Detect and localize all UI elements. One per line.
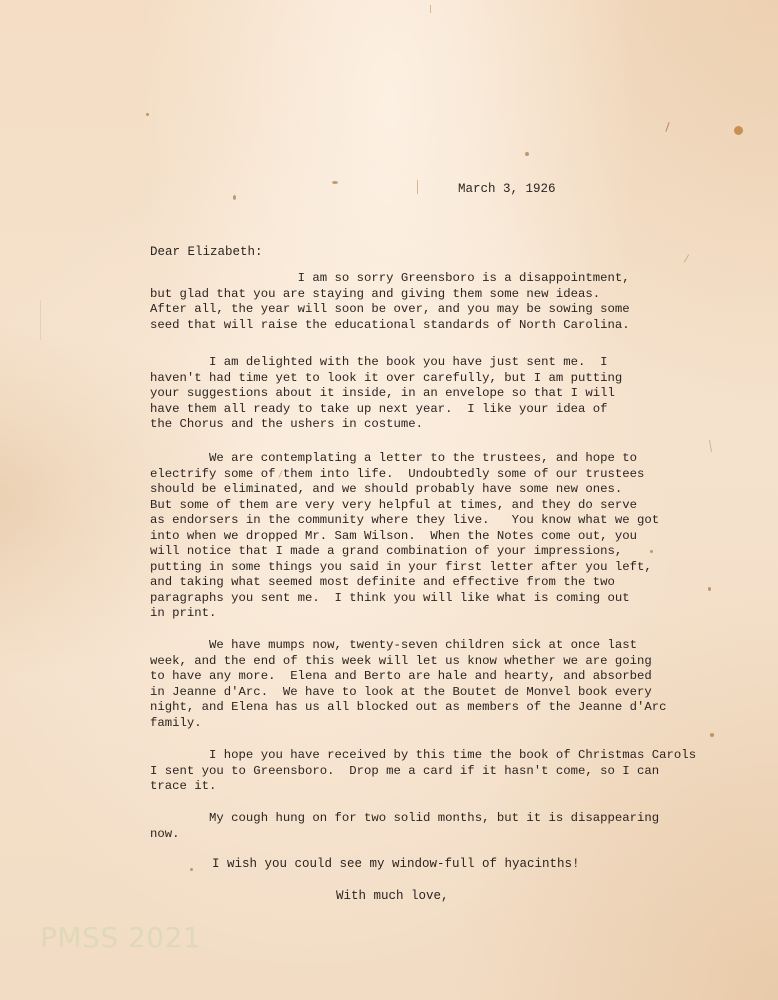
paragraph-line: We are contemplating a letter to the trustees, and hope to [150, 451, 638, 465]
paragraph-line: your suggestions about it inside, in an envelope so that I will [150, 386, 615, 400]
paper-fiber [684, 254, 689, 262]
paper-stain [710, 733, 714, 737]
paragraph-line: now. [150, 826, 180, 841]
paper-stain [734, 126, 743, 135]
paper-stain [525, 152, 529, 156]
paragraph-line: in print. [150, 606, 217, 620]
paragraph-line: should be eliminated, and we should probably have some new ones. [150, 482, 623, 496]
salutation: Dear Elizabeth: [150, 245, 263, 259]
paragraph-line: putting in some things you said in your first letter after you left, [150, 559, 652, 574]
paragraph-line: After all, the year will soon be over, and you may be sowing some [150, 302, 630, 316]
paragraph-line: and taking what seemed most definite and effective from the two [150, 575, 615, 589]
paragraph-line: paragraphs you sent me. I think you will like what is coming out [150, 590, 630, 605]
paragraph-line: electrify some of them into life. Undoubtedly some of our trustees [150, 466, 645, 481]
paragraph-line: I am delighted with the book you have just sent me. I [150, 355, 608, 369]
paragraph-line: have them all ready to take up next year. I like your idea of [150, 401, 608, 416]
paragraph-1 [150, 271, 730, 333]
paper-stain [233, 195, 236, 200]
paragraph-line: My cough hung on for two solid months, but it is disappearing [150, 811, 660, 825]
paragraph-line: but glad that you are staying and giving them some new ideas. [150, 286, 601, 301]
paper-stain [332, 181, 338, 184]
closing-line: With much love, [336, 889, 449, 903]
paper-fiber [417, 180, 418, 194]
paragraph-line: to have any more. Elena and Berto are hale and hearty, and absorbed [150, 669, 652, 683]
paper-fiber [665, 122, 669, 132]
paper-stain [190, 868, 193, 871]
paragraph-6 [150, 811, 730, 842]
paragraph-line: But some of them are very very helpful at times, and they do serve [150, 497, 638, 512]
paragraph-line: I am so sorry Greensboro is a disappointment, [150, 271, 630, 285]
watermark: PMSS 2021 [40, 921, 202, 954]
paragraph-line: in Jeanne d'Arc. We have to look at the Boutet de Monvel book every [150, 684, 652, 699]
paragraph-line: seed that will raise the educational standards of North Carolina. [150, 317, 630, 332]
letter-date: March 3, 1926 [458, 182, 556, 196]
paragraph-line: the Chorus and the ushers in costume. [150, 417, 424, 431]
paragraph-5 [150, 748, 730, 795]
paragraph-line: I hope you have received by this time the book of Christmas Carols [150, 748, 697, 762]
paper-fiber [40, 300, 41, 340]
paragraph-line: will notice that I made a grand combination of your impressions, [150, 544, 623, 558]
paragraph-line: trace it. [150, 779, 217, 793]
paragraph-line: as endorsers in the community where they live. You know what we got [150, 513, 660, 527]
paper-fiber [430, 5, 431, 13]
paragraph-line: haven't had time yet to look it over carefully, but I am putting [150, 370, 623, 385]
paragraph-line: into when we dropped Mr. Sam Wilson. When the Notes come out, you [150, 528, 638, 543]
paragraph-line: family. [150, 715, 202, 730]
paragraph-line: We have mumps now, twenty-seven children sick at once last [150, 638, 638, 652]
postscript-line: I wish you could see my window-full of hyacinths! [212, 857, 580, 871]
paragraph-line: night, and Elena has us all blocked out as members of the Jeanne d'Arc [150, 700, 667, 714]
paper-stain [146, 113, 149, 116]
paragraph-4 [150, 638, 730, 731]
paragraph-3 [150, 451, 730, 622]
paragraph-line: I sent you to Greensboro. Drop me a card if it hasn't come, so I can [150, 763, 660, 778]
paragraph-line: week, and the end of this week will let us know whether we are going [150, 653, 652, 668]
paragraph-2 [150, 355, 730, 433]
